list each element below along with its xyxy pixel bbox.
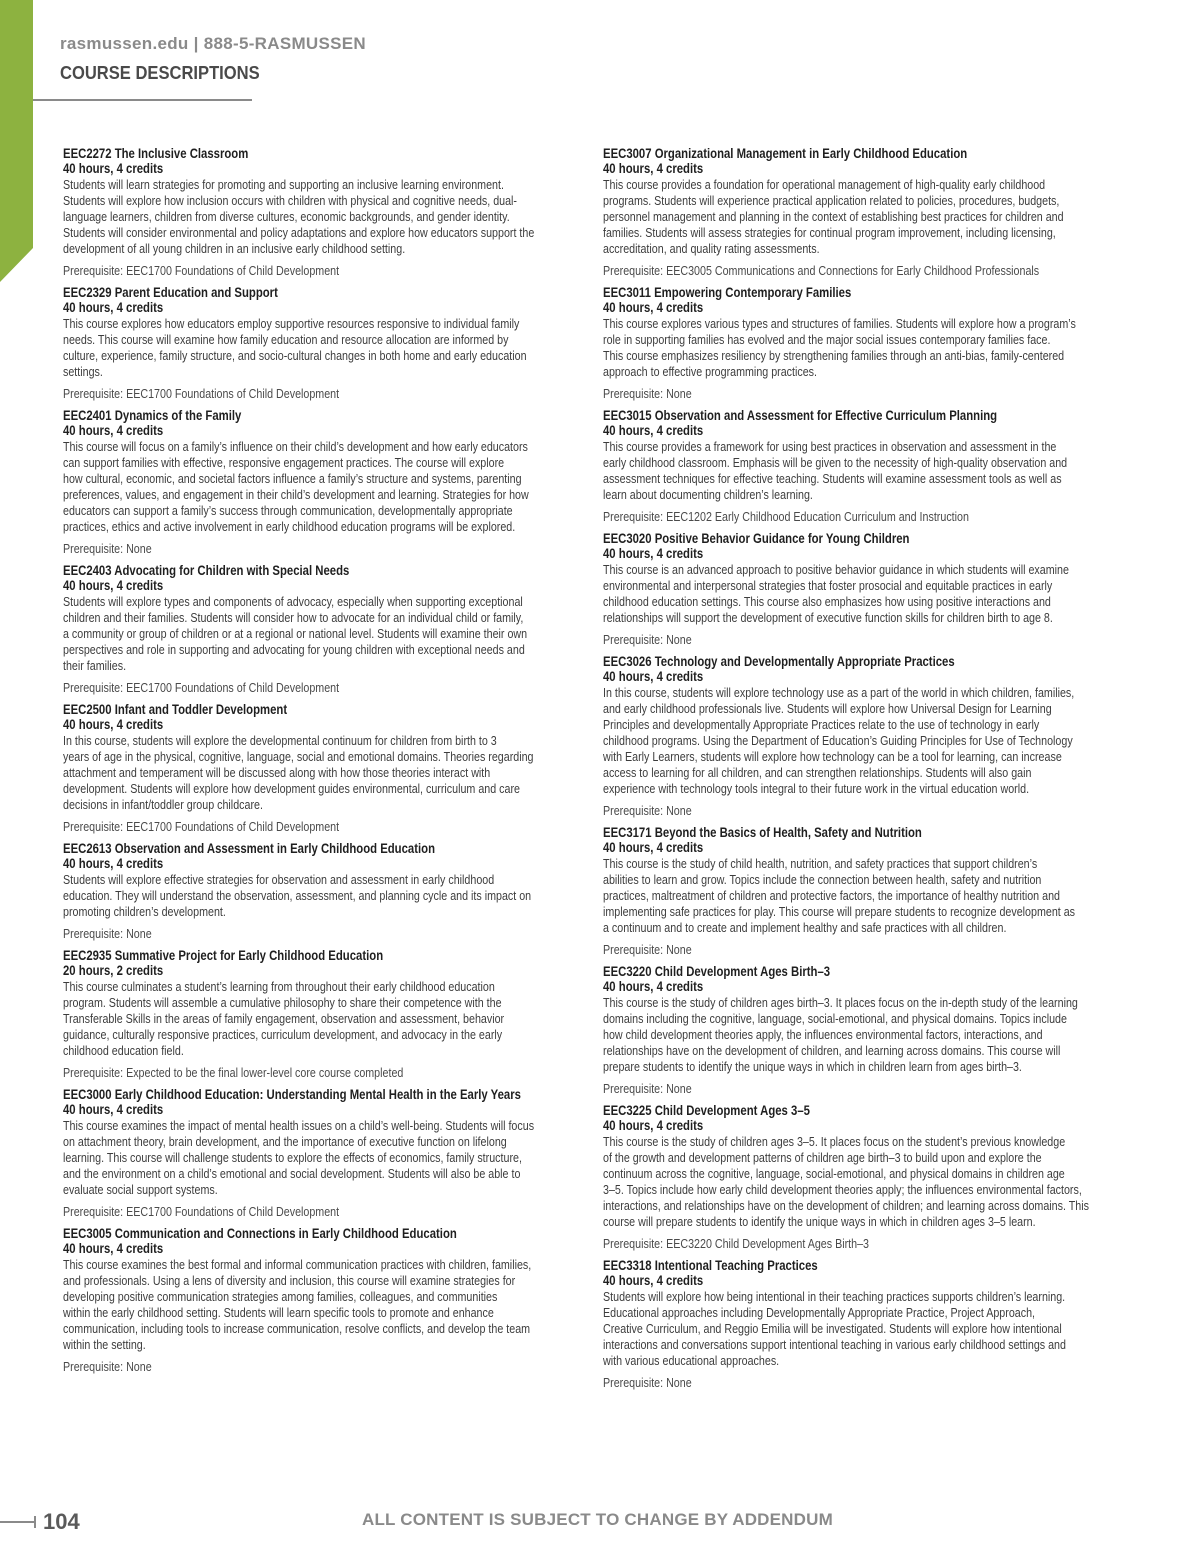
- description-line: practices, maltreatment of children and protective factors, the importance of healthy nutrition and: [603, 889, 1060, 903]
- description-line: This course is the study of children ages 3–5. It places focus on the student’s previous knowledge: [603, 1135, 1066, 1149]
- course-entry: [603, 964, 1125, 1097]
- course-title: EEC3318 Intentional Teaching Practices: [603, 1258, 818, 1273]
- description-line: 3–5. Topics include how early child development theories apply; the influences environmental factors,: [603, 1183, 1082, 1197]
- description-line: and the environment on a child’s emotional and social development. Students will also be able to: [63, 1167, 521, 1181]
- description-line: accreditation, and quality rating assessments.: [603, 242, 820, 256]
- description-line: environmental and interpersonal strategies that foster prosocial and equitable practices in early: [603, 579, 1053, 593]
- course-title: EEC3225 Child Development Ages 3–5: [603, 1103, 810, 1118]
- description-line: role in supporting families has evolved and the major social issues contemporary families face.: [603, 333, 1051, 347]
- description-line: course will prepare students to identify the unique ways in which in children ages 3–5 learn.: [603, 1215, 1036, 1229]
- description-line: years of age in the physical, cognitive, language, social and emotional domains. Theories regarding: [63, 750, 534, 764]
- course-description: [603, 856, 1113, 936]
- course-title: EEC3171 Beyond the Basics of Health, Safety and Nutrition: [603, 825, 922, 840]
- course-prerequisite: Prerequisite: None: [603, 804, 692, 818]
- course-title: EEC3020 Positive Behavior Guidance for Young Children: [603, 531, 910, 546]
- header-divider: [33, 99, 252, 101]
- course-hours: 20 hours, 2 credits: [63, 963, 164, 978]
- description-line: relationships will support the development of executive function skills for children birth to age 8.: [603, 611, 1053, 625]
- description-line: within the setting.: [63, 1338, 146, 1352]
- course-prerequisite: Prerequisite: None: [603, 1376, 692, 1390]
- description-line: Creative Curriculum, and Reggio Emilia will be investigated. Students will explore how intentional: [603, 1322, 1062, 1336]
- course-prerequisite: Prerequisite: EEC3005 Communications and Connections for Early Childhood Professionals: [603, 264, 1040, 278]
- description-line: program. Students will assemble a cumulative philosophy to share their competence with the: [63, 996, 502, 1010]
- description-line: learning. This course will challenge students to explore the effects of economics, family structure,: [63, 1151, 522, 1165]
- description-line: early childhood classroom. Emphasis will be given to the necessity of high-quality observation and: [603, 456, 1068, 470]
- course-entry: [603, 1258, 1125, 1391]
- description-line: Transferable Skills in the areas of family engagement, observation and assessment, behavior: [63, 1012, 505, 1026]
- description-line: This course is an advanced approach to positive behavior guidance in which students will examine: [603, 563, 1069, 577]
- course-description: [603, 177, 1113, 257]
- course-hours: 40 hours, 4 credits: [603, 979, 704, 994]
- course-description: [63, 1118, 573, 1198]
- course-description: [603, 1289, 1113, 1369]
- description-line: education. They will understand the observation, assessment, and planning cycle and its impact on: [63, 889, 532, 903]
- description-line: with various educational approaches.: [603, 1354, 780, 1368]
- description-line: developing positive communication strategies among families, colleagues, and communities: [63, 1290, 498, 1304]
- description-line: evaluate social support systems.: [63, 1183, 218, 1197]
- course-description: [63, 177, 573, 257]
- description-line: needs. This course will examine how family education and resource allocation are informed by: [63, 333, 509, 347]
- course-title: EEC3220 Child Development Ages Birth–3: [603, 964, 831, 979]
- description-line: perspectives and role in supporting and advocating for young children with exceptional needs and: [63, 643, 525, 657]
- description-line: and professionals. Using a lens of diversity and inclusion, this course will examine strategies for: [63, 1274, 516, 1288]
- course-title: EEC2401 Dynamics of the Family: [63, 408, 242, 423]
- course-prerequisite: Prerequisite: EEC1700 Foundations of Child Development: [63, 820, 340, 834]
- description-line: relationships have on the development of children, and learning across domains. This course will: [603, 1044, 1061, 1058]
- course-entry: [63, 285, 579, 402]
- description-line: Students will consider environmental and policy adaptations and explore how educators support the: [63, 226, 535, 240]
- course-title: EEC2500 Infant and Toddler Development: [63, 702, 288, 717]
- description-line: a community or group of children or at a regional or national level. Students will examine their own: [63, 627, 528, 641]
- description-line: and early childhood professionals live. Students will explore how Universal Design for Learning: [603, 702, 1052, 716]
- course-entry: [63, 563, 579, 696]
- course-prerequisite: Prerequisite: Expected to be the final lower-level core course completed: [63, 1066, 404, 1080]
- course-hours: 40 hours, 4 credits: [603, 840, 704, 855]
- course-description: [603, 562, 1113, 626]
- course-description: [603, 1134, 1113, 1230]
- course-title: EEC2613 Observation and Assessment in Early Childhood Education: [63, 841, 436, 856]
- course-prerequisite: Prerequisite: None: [603, 1082, 692, 1096]
- course-hours: 40 hours, 4 credits: [63, 578, 164, 593]
- course-prerequisite: Prerequisite: None: [63, 1360, 152, 1374]
- course-hours: 40 hours, 4 credits: [603, 1273, 704, 1288]
- description-line: assessment techniques for effective teaching. Students will examine assessment tools as well as: [603, 472, 1062, 486]
- course-entry: [603, 285, 1125, 402]
- course-entry: [603, 654, 1125, 819]
- description-line: can support families with effective, responsive engagement practices. The course will explore: [63, 456, 505, 470]
- course-description: [603, 439, 1113, 503]
- course-description: [63, 872, 573, 920]
- course-description: [63, 979, 573, 1059]
- description-line: Principles and developmentally Appropriate Practices relate to the use of technology in early: [603, 718, 1040, 732]
- course-title: EEC2935 Summative Project for Early Childhood Education: [63, 948, 384, 963]
- description-line: This course will focus on a family’s influence on their child’s development and how early educators: [63, 440, 528, 454]
- course-entry: [603, 408, 1125, 525]
- course-description: [603, 685, 1113, 797]
- course-description: [603, 316, 1113, 380]
- description-line: decisions in infant/toddler group childcare.: [63, 798, 263, 812]
- description-line: development. Students will explore how development guides environmental, curriculum and care: [63, 782, 520, 796]
- description-line: families. Students will assess strategies for continual program improvement, including licensing,: [603, 226, 1056, 240]
- description-line: experience with technology tools integral to their future work in the virtual education world.: [603, 782, 1030, 796]
- description-line: Students will explore how being intentional in their teaching practices supports children’s learning.: [603, 1290, 1066, 1304]
- description-line: This course examines the best formal and informal communication practices with children, families,: [63, 1258, 532, 1272]
- course-title: EEC3007 Organizational Management in Early Childhood Education: [603, 146, 968, 161]
- course-prerequisite: Prerequisite: EEC1700 Foundations of Child Development: [63, 1205, 340, 1219]
- course-entry: [603, 825, 1125, 958]
- description-line: Students will explore how inclusion occurs with children with physical and cognitive needs, dual-: [63, 194, 518, 208]
- course-prerequisite: Prerequisite: EEC1202 Early Childhood Education Curriculum and Instruction: [603, 510, 969, 524]
- course-description: [63, 594, 573, 674]
- course-description: [63, 439, 573, 535]
- course-hours: 40 hours, 4 credits: [63, 1102, 164, 1117]
- description-line: This course provides a framework for using best practices in observation and assessment in the: [603, 440, 1057, 454]
- description-line: This course emphasizes resiliency by strengthening families through an anti-bias, family-centered: [603, 349, 1065, 363]
- course-title: EEC2329 Parent Education and Support: [63, 285, 278, 300]
- left-column: [63, 146, 579, 1381]
- description-line: how child development theories apply, the influences environmental factors, interactions, and: [603, 1028, 1043, 1042]
- course-prerequisite: Prerequisite: None: [63, 542, 152, 556]
- course-entry: [63, 1087, 579, 1220]
- description-line: Students will learn strategies for promoting and supporting an inclusive learning environment.: [63, 178, 504, 192]
- course-prerequisite: Prerequisite: EEC1700 Foundations of Child Development: [63, 264, 340, 278]
- course-title: EEC3026 Technology and Developmentally Appropriate Practices: [603, 654, 955, 669]
- description-line: access to learning for all children, and can strengthen relationships. Students will also gain: [603, 766, 1032, 780]
- course-title: EEC3000 Early Childhood Education: Understanding Mental Health in the Early Years: [63, 1087, 521, 1102]
- description-line: This course explores various types and structures of families. Students will explore how a program’s: [603, 317, 1076, 331]
- description-line: implementing safe practices for play. This course will prepare students to recognize development as: [603, 905, 1076, 919]
- description-line: guidance, culturally responsive practices, curriculum development, and advocacy in the early: [63, 1028, 503, 1042]
- course-prerequisite: Prerequisite: EEC1700 Foundations of Child Development: [63, 387, 340, 401]
- description-line: practices, ethics and active involvement in early childhood education programs will be explored.: [63, 520, 516, 534]
- course-entry: [63, 702, 579, 835]
- description-line: on attachment theory, brain development, and the importance of executive function on lifelong: [63, 1135, 507, 1149]
- description-line: interactions, and relationships have on the development of children; and learning across domains. This: [603, 1199, 1089, 1213]
- course-hours: 40 hours, 4 credits: [603, 300, 704, 315]
- course-entry: [603, 146, 1125, 279]
- course-description: [63, 1257, 573, 1353]
- description-line: In this course, students will explore technology use as a part of the world in which children, families,: [603, 686, 1075, 700]
- description-line: prepare students to identify the unique ways in which in children learn from ages birth–3.: [603, 1060, 1022, 1074]
- description-line: programs. Students will experience practical application related to policies, procedures, budgets,: [603, 194, 1060, 208]
- description-line: how cultural, economic, and societal factors influence a family’s structure and systems, parenting: [63, 472, 522, 486]
- description-line: This course examines the impact of mental health issues on a child’s well-being. Students will focus: [63, 1119, 535, 1133]
- description-line: childhood education field.: [63, 1044, 184, 1058]
- description-line: language learners, children from diverse cultures, economic backgrounds, and gender identity.: [63, 210, 510, 224]
- course-title: EEC3011 Empowering Contemporary Families: [603, 285, 852, 300]
- description-line: their families.: [63, 659, 127, 673]
- course-prerequisite: Prerequisite: None: [603, 943, 692, 957]
- page-title: COURSE DESCRIPTIONS: [60, 63, 260, 83]
- course-entry: [63, 841, 579, 942]
- description-line: development of all young children in an inclusive early childhood setting.: [63, 242, 406, 256]
- site-contact: rasmussen.edu | 888-5-RASMUSSEN: [60, 34, 366, 53]
- description-line: interactions and conversations support intentional teaching in various early childhood settings and: [603, 1338, 1066, 1352]
- description-line: This course is the study of child health, nutrition, and safety practices that support children’s: [603, 857, 1038, 871]
- description-line: children and their families. Students will consider how to advocate for an individual child or family,: [63, 611, 524, 625]
- course-entry: [603, 531, 1125, 648]
- course-hours: 40 hours, 4 credits: [603, 1118, 704, 1133]
- course-hours: 40 hours, 4 credits: [63, 161, 164, 176]
- footer-note: ALL CONTENT IS SUBJECT TO CHANGE BY ADDENDUM: [362, 1510, 833, 1529]
- course-entry: [63, 948, 579, 1081]
- right-column: [603, 146, 1125, 1397]
- course-hours: 40 hours, 4 credits: [603, 546, 704, 561]
- description-line: In this course, students will explore the developmental continuum for children from birth to 3: [63, 734, 497, 748]
- course-entry: [63, 408, 579, 557]
- description-line: attachment and temperament will be discussed along with how those theories interact with: [63, 766, 491, 780]
- course-entry: [603, 1103, 1125, 1252]
- course-hours: 40 hours, 4 credits: [603, 669, 704, 684]
- description-line: promoting children’s development.: [63, 905, 226, 919]
- course-hours: 40 hours, 4 credits: [63, 423, 164, 438]
- description-line: This course is the study of children ages birth–3. It places focus on the in-depth study of the learning: [603, 996, 1078, 1010]
- page-number: 104: [43, 1509, 80, 1534]
- course-prerequisite: Prerequisite: EEC3220 Child Development Ages Birth–3: [603, 1237, 869, 1251]
- description-line: communication, including tools to increase communication, resolve conflicts, and develop the team: [63, 1322, 531, 1336]
- description-line: domains including the cognitive, language, social-emotional, and physical domains. Topics include: [603, 1012, 1067, 1026]
- description-line: abilities to learn and grow. Topics include the connection between health, safety and nutrition: [603, 873, 1042, 887]
- description-line: with Early Learners, students will explore how technology can be a tool for learning, can increase: [603, 750, 1062, 764]
- course-hours: 40 hours, 4 credits: [603, 423, 704, 438]
- page-number-rule: [0, 1521, 34, 1523]
- description-line: Students will explore effective strategies for observation and assessment in early childhood: [63, 873, 495, 887]
- description-line: of the growth and development patterns of children age birth–3 to build upon and explore the: [603, 1151, 1042, 1165]
- course-title: EEC3015 Observation and Assessment for Effective Curriculum Planning: [603, 408, 998, 423]
- course-hours: 40 hours, 4 credits: [63, 856, 164, 871]
- description-line: Educational approaches including Developmentally Appropriate Practice, Project Approach,: [603, 1306, 1036, 1320]
- course-description: [603, 995, 1113, 1075]
- description-line: This course explores how educators employ supportive resources responsive to individual family: [63, 317, 520, 331]
- description-line: approach to effective programming practices.: [603, 365, 818, 379]
- course-prerequisite: Prerequisite: None: [603, 387, 692, 401]
- description-line: continuum across the cognitive, language, social-emotional, and physical domains in children age: [603, 1167, 1065, 1181]
- course-prerequisite: Prerequisite: None: [603, 633, 692, 647]
- description-line: personnel management and planning in the context of establishing best practices for children and: [603, 210, 1064, 224]
- course-entry: [63, 146, 579, 279]
- description-line: within the early childhood setting. Students will learn specific tools to promote and enhance: [63, 1306, 494, 1320]
- course-title: EEC3005 Communication and Connections in Early Childhood Education: [63, 1226, 457, 1241]
- description-line: This course provides a foundation for operational management of high-quality early childhood: [603, 178, 1046, 192]
- description-line: culture, experience, family structure, and socio-cultural changes in both home and early education: [63, 349, 527, 363]
- description-line: learn about documenting children’s learning.: [603, 488, 813, 502]
- course-prerequisite: Prerequisite: None: [63, 927, 152, 941]
- description-line: settings.: [63, 365, 103, 379]
- course-description: [63, 733, 573, 813]
- course-title: EEC2272 The Inclusive Classroom: [63, 146, 249, 161]
- course-title: EEC2403 Advocating for Children with Special Needs: [63, 563, 350, 578]
- description-line: This course culminates a student’s learning from throughout their early childhood education: [63, 980, 495, 994]
- description-line: Students will explore types and components of advocacy, especially when supporting exceptional: [63, 595, 523, 609]
- description-line: childhood education settings. This course also emphasizes how using positive interactions and: [603, 595, 1051, 609]
- course-hours: 40 hours, 4 credits: [63, 1241, 164, 1256]
- page-number-tick: [34, 1516, 36, 1528]
- course-description: [63, 316, 573, 380]
- description-line: preferences, values, and engagement in their child’s development and learning. Strategies for how: [63, 488, 529, 502]
- description-line: educators can support a family’s success through communication, developmentally appropriate: [63, 504, 513, 518]
- description-line: a continuum and to create and implement healthy and safe practices with all children.: [603, 921, 1007, 935]
- course-hours: 40 hours, 4 credits: [603, 161, 704, 176]
- course-hours: 40 hours, 4 credits: [63, 717, 164, 732]
- accent-bar: [0, 0, 33, 282]
- course-prerequisite: Prerequisite: EEC1700 Foundations of Child Development: [63, 681, 340, 695]
- description-line: childhood programs. Using the Department of Education’s Guiding Principles for Use of Technology: [603, 734, 1073, 748]
- course-hours: 40 hours, 4 credits: [63, 300, 164, 315]
- course-entry: [63, 1226, 579, 1375]
